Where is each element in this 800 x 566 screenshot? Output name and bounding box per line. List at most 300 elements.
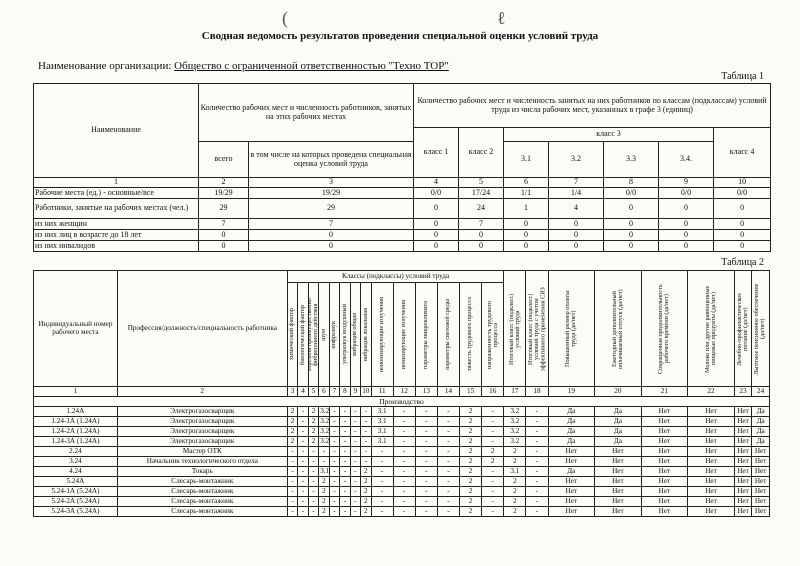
t2-cell: Нет	[734, 407, 751, 417]
t2-cell: 2	[460, 507, 482, 517]
t2-cell: -	[329, 417, 339, 427]
t2-cell: -	[340, 497, 350, 507]
t1-header-3-4: 3.4.	[659, 142, 714, 178]
t2-cell: -	[340, 447, 350, 457]
t2-cell: -	[482, 467, 504, 477]
t2-cell: Нет	[688, 417, 735, 427]
t2-cell: Нет	[641, 487, 688, 497]
t2-cell: 3.2	[504, 407, 526, 417]
t1-cell: 0	[659, 199, 714, 219]
t1-row-label: из них инвалидов	[34, 241, 199, 252]
t1-cell: 0/0	[604, 188, 659, 199]
table-row	[34, 477, 770, 487]
t2-cell: 2	[504, 447, 526, 457]
t2-cell: 3.2	[320, 416, 330, 425]
t1-cell: 0	[549, 219, 604, 230]
t2-cell: Нет	[641, 467, 688, 477]
t2-header-v-22: Льготное пенсионное обеспечение (да/нет)	[752, 271, 770, 387]
t2-row-id: 5.24А	[34, 477, 118, 487]
table2-label: Таблица 2	[721, 257, 764, 268]
t2-cell: -	[415, 477, 437, 487]
t2-cell: -	[415, 447, 437, 457]
t2-cell: Нет	[734, 447, 751, 457]
t1-header-name: Наименование	[34, 84, 199, 178]
t2-cell: Нет	[734, 457, 751, 467]
t2-cell: Нет	[548, 507, 595, 517]
t2-row-id: 5.24-2А (5.24А)	[34, 497, 118, 507]
t2-column-number: 9	[350, 387, 360, 397]
t2-cell: -	[482, 407, 504, 417]
t2-cell: 2	[361, 497, 371, 507]
t2-cell: Да	[548, 437, 595, 447]
t2-cell: 3.1	[371, 437, 393, 447]
t2-cell: Нет	[641, 427, 688, 437]
t2-cell: 3.1	[371, 417, 393, 427]
t2-cell: -	[340, 477, 350, 487]
t2-cell: 2	[504, 507, 526, 517]
t2-cell: -	[350, 497, 360, 507]
t2-cell: 2	[319, 497, 329, 507]
t2-cell: 2	[361, 507, 371, 517]
t2-row-profession: Слесарь-монтажник	[117, 487, 287, 497]
t2-cell: 2	[482, 457, 504, 467]
t2-header-v-6: ультразвук воздушный	[340, 283, 350, 387]
t2-cell: -	[415, 417, 437, 427]
t2-row-profession: Слесарь-монтажник	[117, 497, 287, 507]
t2-cell: -	[393, 467, 415, 477]
t2-cell: -	[340, 457, 350, 467]
t2-cell: Да	[548, 427, 595, 437]
t1-cell: 0	[504, 219, 549, 230]
organization-label: Наименование организации:	[38, 60, 172, 72]
t2-column-number: 24	[752, 387, 770, 397]
t2-header-v-3: аэрозоли преимущественно фиброгенного действия	[308, 283, 318, 387]
t1-cell: 29	[199, 199, 249, 219]
t2-cell: -	[287, 477, 297, 487]
t2-cell: Нет	[548, 487, 595, 497]
t2-column-number: 19	[548, 387, 595, 397]
t2-cell: -	[350, 437, 360, 447]
t2-cell: Нет	[595, 487, 642, 497]
t2-cell: -	[371, 497, 393, 507]
t2-cell: -	[482, 487, 504, 497]
t1-row	[34, 219, 771, 230]
t2-cell: 3.2	[320, 406, 330, 415]
t2-cell: -	[350, 457, 360, 467]
t2-cell: -	[350, 447, 360, 457]
t2-cell: -	[308, 477, 318, 487]
t1-column-number: 3	[249, 178, 414, 188]
t1-header-3-3: 3.3	[604, 142, 659, 178]
t1-body	[34, 188, 771, 252]
t2-cell: -	[298, 417, 308, 427]
t1-cell: 7	[199, 219, 249, 230]
t2-cell: Нет	[595, 477, 642, 487]
t2-cell: 2	[287, 417, 297, 427]
t1-cell: 0	[604, 241, 659, 252]
t2-cell: -	[371, 477, 393, 487]
t1-cell: 0	[659, 241, 714, 252]
t1-cell: 0	[714, 219, 771, 230]
t2-cell: -	[393, 437, 415, 447]
t2-cell: -	[415, 407, 437, 417]
t2-cell: 2	[460, 427, 482, 437]
handwritten-mark-right: ℓ	[497, 8, 506, 28]
t2-header-v-8: вибрация локальная	[361, 283, 371, 387]
t2-cell: Нет	[688, 447, 735, 457]
t2-cell: -	[437, 457, 459, 467]
t2-cell: -	[482, 427, 504, 437]
t1-cell: 0	[604, 230, 659, 241]
t2-row-profession: Начальник технологического отдела	[117, 457, 287, 467]
t2-cell: 2	[287, 427, 297, 437]
t2-cell: -	[437, 497, 459, 507]
t2-cell: -	[340, 487, 350, 497]
t1-cell: 0	[459, 241, 504, 252]
t2-cell: -	[298, 507, 308, 517]
t1-cell: 0	[504, 241, 549, 252]
t2-cell: Нет	[595, 457, 642, 467]
t2-cell: -	[393, 447, 415, 457]
table-row	[34, 507, 770, 517]
t2-cell: -	[393, 457, 415, 467]
t2-cell: -	[350, 507, 360, 517]
t1-row	[34, 199, 771, 219]
t2-column-number: 10	[362, 386, 370, 395]
t2-column-number: 11	[371, 387, 393, 397]
t2-cell: -	[329, 507, 339, 517]
t2-cell: -	[393, 477, 415, 487]
t2-cell: -	[340, 427, 350, 437]
table2	[33, 270, 770, 517]
t2-row-profession: Слесарь-монтажник	[117, 477, 287, 487]
t2-column-number: 2	[117, 387, 287, 397]
t2-cell: -	[329, 467, 339, 477]
t2-cell: 3.2	[504, 437, 526, 447]
t2-cell: -	[287, 457, 297, 467]
table-row	[34, 447, 770, 457]
t2-cell: 3.2	[320, 436, 330, 445]
t2-cell: Нет	[641, 477, 688, 487]
t1-cell: 1/4	[549, 188, 604, 199]
t2-cell: Нет	[641, 417, 688, 427]
t2-cell: Нет	[752, 487, 770, 497]
t2-cell: Нет	[688, 477, 735, 487]
t2-cell: -	[361, 437, 371, 447]
t2-cell: -	[287, 447, 297, 457]
t2-cell: -	[329, 457, 339, 467]
t2-cell: -	[287, 507, 297, 517]
t2-column-number: 21	[641, 387, 688, 397]
t2-cell: 2	[361, 467, 371, 477]
t1-row-label: Рабочие места (ед.) - основные/все	[34, 188, 199, 199]
t2-header-v-5: инфразвук	[329, 283, 339, 387]
t2-header-v-16: Итоговый класс (подкласс) условий труда с учетом эффективного применения СИЗ	[526, 271, 548, 387]
t2-header-v-7: вибрация общая	[350, 283, 360, 387]
t2-cell: -	[393, 417, 415, 427]
t2-cell: -	[298, 477, 308, 487]
t1-row-label: из них лиц в возрасте до 18 лет	[34, 230, 199, 241]
t2-cell: 2	[308, 417, 318, 427]
t2-cell: -	[393, 487, 415, 497]
t2-cell: 2	[482, 447, 504, 457]
t2-cell: -	[526, 437, 548, 447]
t2-column-number: 13	[415, 387, 437, 397]
t1-cell: 7	[459, 219, 504, 230]
t2-cell: -	[329, 497, 339, 507]
t1-header-count: Количество рабочих мест и численность работников, занятых на этих рабочих местах	[199, 84, 414, 142]
t2-row-profession: Слесарь-монтажник	[117, 507, 287, 517]
t1-cell: 0/0	[714, 188, 771, 199]
t2-cell: Нет	[752, 497, 770, 507]
t2-cell: Нет	[752, 507, 770, 517]
table-row	[34, 467, 770, 477]
t2-cell: -	[287, 467, 297, 477]
t1-column-number: 5	[459, 178, 504, 188]
t2-cell: -	[371, 457, 393, 467]
t1-column-number: 2	[199, 178, 249, 188]
t2-cell: 2	[319, 477, 329, 487]
t2-header-v-2: биологический фактор	[298, 283, 308, 387]
t2-cell: Нет	[752, 467, 770, 477]
t2-cell: 2	[361, 477, 371, 487]
t2-cell: -	[350, 467, 360, 477]
t1-column-number: 6	[504, 178, 549, 188]
t2-row-id: 5.24-3А (5.24А)	[34, 507, 118, 517]
t2-cell: -	[482, 417, 504, 427]
t2-cell: -	[298, 467, 308, 477]
t2-cell: -	[350, 427, 360, 437]
t1-header-3-1: 3.1	[504, 142, 549, 178]
t2-cell: -	[340, 437, 350, 447]
t2-cell: Да	[595, 417, 642, 427]
t2-cell: 2	[504, 457, 526, 467]
t1-header-3-2: 3.2	[549, 142, 604, 178]
t2-cell: Нет	[688, 457, 735, 467]
t1-cell: 0	[414, 199, 459, 219]
t1-cell: 24	[459, 199, 504, 219]
t1-row	[34, 241, 771, 252]
t2-cell: 2	[460, 497, 482, 507]
t2-cell: -	[415, 487, 437, 497]
t1-cell: 0	[549, 241, 604, 252]
t2-cell: -	[526, 407, 548, 417]
t2-cell: -	[329, 437, 339, 447]
t2-cell: 2	[460, 437, 482, 447]
t2-cell: -	[308, 507, 318, 517]
t2-cell: -	[526, 507, 548, 517]
t2-header-id: Индивидуальный номер рабочего места	[34, 271, 118, 387]
t2-cell: -	[308, 487, 318, 497]
t2-header-v-14: напряженность трудового процесса	[482, 283, 504, 387]
t2-cell: -	[340, 417, 350, 427]
t1-column-number: 9	[659, 178, 714, 188]
table-row	[34, 497, 770, 507]
t2-cell: -	[526, 427, 548, 437]
t2-cell: -	[287, 487, 297, 497]
t2-cell: -	[350, 477, 360, 487]
t2-column-number: 7	[329, 387, 339, 397]
t2-cell: Да	[548, 467, 595, 477]
t2-cell: -	[437, 507, 459, 517]
t1-cell: 0	[414, 230, 459, 241]
t1-header-included: в том числе на которых проведена специальная оценка условий труда	[249, 142, 414, 178]
t2-cell: Да	[752, 407, 770, 417]
t2-cell: Нет	[688, 487, 735, 497]
t2-header-v-13: тяжесть трудового процесса	[460, 283, 482, 387]
t1-cell: 0	[199, 230, 249, 241]
t2-cell: Да	[595, 427, 642, 437]
t2-cell: -	[526, 487, 548, 497]
t2-cell: -	[361, 447, 371, 457]
t1-header-class1: класс 1	[414, 128, 459, 178]
t1-cell: 0/0	[414, 188, 459, 199]
t2-cell: -	[437, 437, 459, 447]
t2-row-id: 1.24-3А (1.24А)	[34, 437, 118, 447]
t2-column-number: 1	[34, 387, 118, 397]
t2-row-profession: Электрогазосварщик	[117, 417, 287, 427]
t2-cell: 2	[460, 457, 482, 467]
t2-cell: 3.1	[504, 467, 526, 477]
t2-cell: -	[361, 407, 371, 417]
t2-cell: 2	[308, 407, 318, 417]
t2-header-v-11: параметры микроклимата	[415, 283, 437, 387]
t2-cell: -	[482, 437, 504, 447]
t2-cell: Нет	[734, 427, 751, 437]
t2-row-id: 4.24	[34, 467, 118, 477]
t2-body	[34, 407, 770, 517]
t2-cell: -	[393, 407, 415, 417]
t2-cell: Да	[548, 417, 595, 427]
t2-cell: Да	[595, 437, 642, 447]
t2-cell: -	[329, 487, 339, 497]
t2-cell: -	[329, 407, 339, 417]
t2-cell: 3.2	[320, 426, 330, 435]
t1-cell: 29	[249, 199, 414, 219]
t2-cell: 2	[460, 447, 482, 457]
t1-column-number: 7	[549, 178, 604, 188]
t2-column-numbers	[34, 387, 770, 397]
t2-cell: -	[350, 407, 360, 417]
t2-cell: -	[340, 507, 350, 517]
t2-column-number: 16	[482, 387, 504, 397]
t1-cell: 17/24	[459, 188, 504, 199]
t1-cell: 19/29	[249, 188, 414, 199]
t2-cell: Нет	[548, 477, 595, 487]
t2-cell: Нет	[595, 507, 642, 517]
t2-cell: Нет	[734, 437, 751, 447]
t2-cell: -	[415, 467, 437, 477]
t2-cell: -	[329, 477, 339, 487]
t1-cell: 0	[604, 199, 659, 219]
t2-cell: -	[298, 447, 308, 457]
t2-cell: 2	[460, 407, 482, 417]
t2-cell: -	[437, 487, 459, 497]
t1-cell: 0	[249, 230, 414, 241]
t2-cell: 2	[460, 417, 482, 427]
t2-cell: -	[329, 447, 339, 457]
t2-cell: -	[393, 427, 415, 437]
t1-cell: 7	[249, 219, 414, 230]
t2-column-number: 23	[734, 387, 751, 397]
t2-column-number: 22	[688, 387, 735, 397]
t2-row-id: 3.24	[34, 457, 118, 467]
t1-cell: 0	[659, 219, 714, 230]
t1-header-class3: класс 3	[504, 128, 714, 142]
t2-cell: -	[361, 427, 371, 437]
t2-cell: Нет	[688, 507, 735, 517]
t1-row	[34, 230, 771, 241]
t2-cell: -	[415, 507, 437, 517]
t2-cell: Нет	[595, 467, 642, 477]
t1-cell: 1/1	[504, 188, 549, 199]
t1-header-class4: класс 4	[714, 128, 771, 178]
t2-row-profession: Мастер ОТК	[117, 447, 287, 457]
t2-cell: Нет	[641, 407, 688, 417]
t1-cell: 4	[549, 199, 604, 219]
t2-column-number: 18	[526, 387, 548, 397]
t2-cell: Нет	[641, 437, 688, 447]
t2-cell: Нет	[688, 407, 735, 417]
t2-cell: -	[298, 407, 308, 417]
t2-header-v-21: Лечебно-профилактическое питание (да/нет)	[734, 271, 751, 387]
t2-row-id: 1.24-1А (1.24А)	[34, 417, 118, 427]
t2-cell: Нет	[548, 497, 595, 507]
t2-cell: -	[298, 437, 308, 447]
t1-cell: 0	[714, 199, 771, 219]
t2-cell: -	[298, 427, 308, 437]
t2-cell: -	[350, 417, 360, 427]
organization-name: Общество с ограниченной ответственностью "Техно ТОР"	[174, 60, 449, 72]
t2-cell: -	[437, 427, 459, 437]
t2-cell: -	[526, 467, 548, 477]
t2-cell: Да	[752, 427, 770, 437]
t2-column-number: 5	[308, 387, 318, 397]
t2-cell: 3.1	[320, 466, 330, 475]
t1-cell: 0	[659, 230, 714, 241]
t2-row-profession: Электрогазосварщик	[117, 437, 287, 447]
organization-line	[38, 60, 449, 72]
t2-header-v-19: Сокращенная продолжительность рабочего времени (да/нет)	[641, 271, 688, 387]
t2-column-number: 12	[393, 387, 415, 397]
t1-cell: 0	[549, 230, 604, 241]
t1-cell: 0	[604, 219, 659, 230]
t2-column-number: 20	[595, 387, 642, 397]
t1-row-label: Работники, занятые на рабочих местах (чел.)	[34, 199, 199, 219]
t2-cell: Да	[595, 407, 642, 417]
t2-cell: -	[350, 487, 360, 497]
t2-cell: -	[361, 457, 371, 467]
t2-cell: Нет	[734, 477, 751, 487]
t2-cell: 2	[361, 487, 371, 497]
t2-cell: -	[340, 467, 350, 477]
t2-header-v-18: Ежегодный дополнительный оплачиваемый отпуск (да/нет)	[595, 271, 642, 387]
t2-cell: Нет	[688, 497, 735, 507]
t1-cell: 0	[504, 230, 549, 241]
table1	[33, 83, 771, 252]
t2-cell: -	[482, 507, 504, 517]
t1-cell: 0/0	[659, 188, 714, 199]
t2-row-profession: Токарь	[117, 467, 287, 477]
t1-column-number: 10	[714, 178, 771, 188]
t2-cell: -	[437, 417, 459, 427]
t2-cell: -	[308, 457, 318, 467]
t2-cell: -	[319, 457, 329, 467]
t2-cell: -	[319, 447, 329, 457]
t2-cell: 2	[287, 437, 297, 447]
t1-column-number: 1	[34, 178, 199, 188]
t2-cell: Нет	[752, 477, 770, 487]
